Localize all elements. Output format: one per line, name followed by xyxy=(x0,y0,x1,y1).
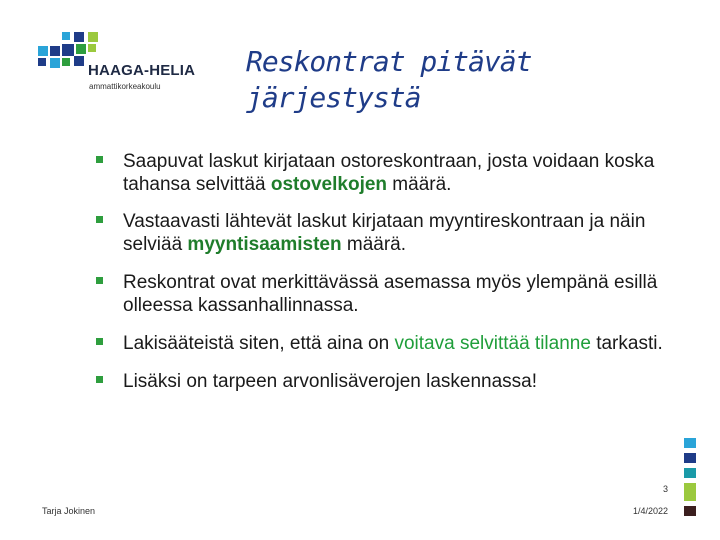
accent-stripe xyxy=(684,438,696,521)
highlight-ostovelkojen: ostovelkojen xyxy=(270,174,388,195)
title-line-1: Reskontrat pitävät xyxy=(246,45,532,78)
bullet-item: Lakisääteistä siten, että aina on voitava selvittää tilanne tarkasti. xyxy=(96,332,676,355)
footer-date: 1/4/2022 xyxy=(632,506,668,516)
highlight-myyntisaamisten: myyntisaamisten xyxy=(187,234,342,255)
bullet-item: Reskontrat ovat merkittävässä asemassa myös ylempänä esillä olleessa kassanhallinnassa. xyxy=(96,271,676,317)
logo-subtitle: ammattikorkeakoulu xyxy=(89,82,161,91)
page-number: 3 xyxy=(662,484,668,494)
slide-title xyxy=(246,44,606,116)
bullet-item: Lisäksi on tarpeen arvonlisäverojen laskennassa! xyxy=(96,370,676,393)
highlight-voitava-selvittaa: voitava selvittää tilanne xyxy=(394,333,591,354)
haaga-helia-logo xyxy=(38,32,208,92)
bullet-list xyxy=(96,150,676,393)
footer-author: Tarja Jokinen xyxy=(42,506,96,516)
bullet-item: Saapuvat laskut kirjataan ostoreskontraan, josta voidaan koska tahansa selvittää ostovelkojen määrä. xyxy=(96,150,676,196)
logo-name: HAAGA-HELIA xyxy=(88,62,196,79)
bullet-item: Vastaavasti lähtevät laskut kirjataan myyntireskontraan ja näin selviää myyntisaamisten määrä. xyxy=(96,210,676,256)
title-line-2: järjestystä xyxy=(246,81,421,114)
